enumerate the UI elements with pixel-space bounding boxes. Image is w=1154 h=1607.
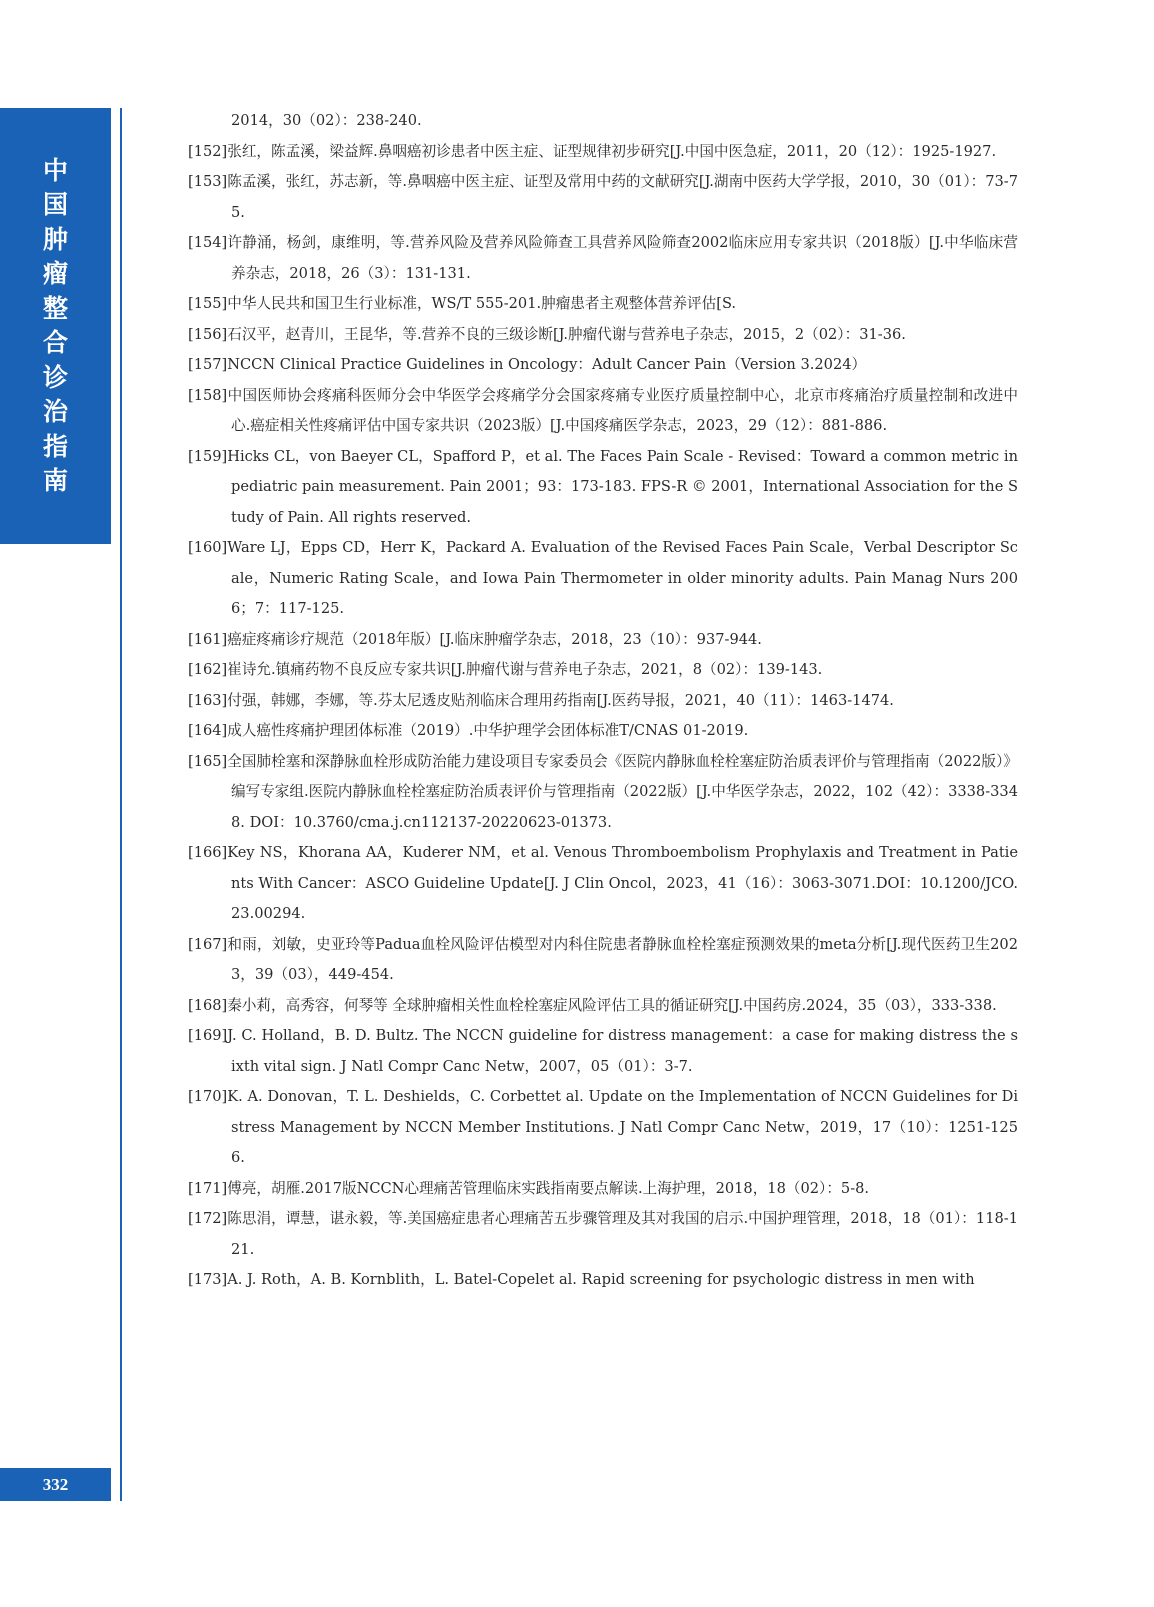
side-tab-char: 整 xyxy=(42,293,68,323)
side-tab-char: 国 xyxy=(42,190,68,219)
reference-item: [165]全国肺栓塞和深静脉血栓形成防治能力建设项目专家委员会《医院内静脉血栓栓塞症防治质表评价与管理指南（2022版）》编写专家组.医院内静脉血栓栓塞症防治质表评价与管理指南（2022版）[J.中华医学杂志，2022，102（42）：3338-3348. DOI：10.3760/cma.j.cn112137-20220623-01373. xyxy=(188,752,1018,831)
reference-item: 2014，30（02）：238-240. xyxy=(231,112,422,129)
reference-item: [173]A. J. Roth，A. B. Kornblith，L. Batel-Copelet al. Rapid screening for psychologic distress in men with xyxy=(188,1271,975,1288)
side-tab-char: 治 xyxy=(42,397,68,426)
reference-list xyxy=(188,106,1018,1296)
reference-item: [169]J. C. Holland，B. D. Bultz. The NCCN guideline for distress management：a case for making distress the sixth vital sign. J Natl Compr Canc Netw，2007，05（01）：3-7. xyxy=(188,1027,1018,1075)
reference-item: [170]K. A. Donovan，T. L. Deshields，C. Corbettet al. Update on the Implementation of NCCN Guidelines for Distress Management by NCCN Member Institutions. J Natl Compr Canc Netw，2019，17（10）：1251-1256. xyxy=(188,1088,1018,1166)
reference-item: [171]傅亮，胡雁.2017版NCCN心理痛苦管理临床实践指南要点解读.上海护理，2018，18（02）：5-8. xyxy=(188,1179,870,1197)
side-tab-char: 中 xyxy=(42,155,68,185)
reference-item: [152]张红，陈孟溪，梁益辉.鼻咽癌初诊患者中医主症、证型规律初步研究[J.中国中医急症，2011，20（12）：1925-1927. xyxy=(188,142,997,160)
side-tab-char: 肿 xyxy=(42,224,68,254)
reference-item: [164]成人癌性疼痛护理团体标准（2019）.中华护理学会团体标准T/CNAS 01-2019. xyxy=(188,722,749,739)
reference-item: [158]中国医师协会疼痛科医师分会中华医学会疼痛学分会国家疼痛专业医疗质量控制中心，北京市疼痛治疗质量控制和改进中心.癌症相关性疼痛评估中国专家共识（2023版）[J.中国疼痛医学杂志，2023，29（12）：881-886. xyxy=(188,386,1018,434)
reference-item: [172]陈思涓，谭慧，谌永毅，等.美国癌症患者心理痛苦五步骤管理及其对我国的启示.中国护理管理，2018，18（01）：118-121. xyxy=(188,1210,1018,1258)
reference-item: [161]癌症疼痛诊疗规范（2018年版）[J.临床肿瘤学杂志，2018，23（10）：937-944. xyxy=(188,630,762,648)
side-tab-char: 合 xyxy=(42,328,68,357)
reference-item: [155]中华人民共和国卫生行业标准，WS/T 555-201.肿瘤患者主观整体营养评估[S. xyxy=(188,295,737,312)
vertical-divider xyxy=(120,108,122,1501)
reference-item: [162]崔诗允.镇痛药物不良反应专家共识[J.肿瘤代谢与营养电子杂志，2021，8（02）：139-143. xyxy=(188,661,823,678)
reference-item: [167]和雨，刘敏，史亚玲等Padua血栓风险评估模型对内科住院患者静脉血栓栓塞症预测效果的meta分析[J.现代医药卫生2023，39（03），449-454. xyxy=(188,935,1018,983)
side-tab-char: 诊 xyxy=(42,362,68,392)
reference-item: [166]Key NS，Khorana AA，Kuderer NM，et al. Venous Thromboembolism Prophylaxis and Treatment in Patients With Cancer：ASCO Guideline Update[J. J Clin Oncol，2023，41（16）：3063-3071.DOI：10.1200/JCO.23.00294. xyxy=(188,844,1018,922)
side-tab-book-title xyxy=(0,108,111,544)
side-tab-char: 指 xyxy=(42,431,68,461)
reference-item: [163]付强，韩娜，李娜，等.芬太尼透皮贴剂临床合理用药指南[J.医药导报，2021，40（11）：1463-1474. xyxy=(188,691,894,709)
side-tab-char: 南 xyxy=(42,466,68,495)
reference-item: [153]陈孟溪，张红，苏志新，等.鼻咽癌中医主症、证型及常用中药的文献研究[J.湖南中医药大学学报，2010，30（01）：73-75. xyxy=(188,173,1019,221)
side-tab-char: 瘤 xyxy=(42,259,68,288)
reference-item: [157]NCCN Clinical Practice Guidelines in Oncology：Adult Cancer Pain（Version 3.2024） xyxy=(188,356,867,373)
page-number: 332 xyxy=(0,1468,111,1501)
reference-item: [160]Ware LJ，Epps CD，Herr K，Packard A. Evaluation of the Revised Faces Pain Scale，Verbal Descriptor Scale，Numeric Rating Scale，and Iowa Pain Thermometer in older minority adults. Pain Manag Nurs 2006；7：117-125. xyxy=(188,539,1018,617)
reference-item: [159]Hicks CL，von Baeyer CL，Spafford P，et al. The Faces Pain Scale - Revised：Toward a common metric in pediatric pain measurement. Pain 2001；93：173-183. FPS-R © 2001，International Association for the Study of Pain. All rights reserved. xyxy=(188,447,1018,526)
reference-item: [168]秦小莉，高秀容，何琴等 全球肿瘤相关性血栓栓塞症风险评估工具的循证研究[J.中国药房.2024，35（03），333-338. xyxy=(188,996,997,1014)
reference-item: [156]石汉平，赵青川，王昆华，等.营养不良的三级诊断[J.肿瘤代谢与营养电子杂志，2015，2（02）：31-36. xyxy=(188,325,906,343)
reference-item: [154]许静涌，杨剑，康维明，等.营养风险及营养风险筛查工具营养风险筛查2002临床应用专家共识（2018版）[J.中华临床营养杂志，2018，26（3）：131-131. xyxy=(188,234,1018,282)
